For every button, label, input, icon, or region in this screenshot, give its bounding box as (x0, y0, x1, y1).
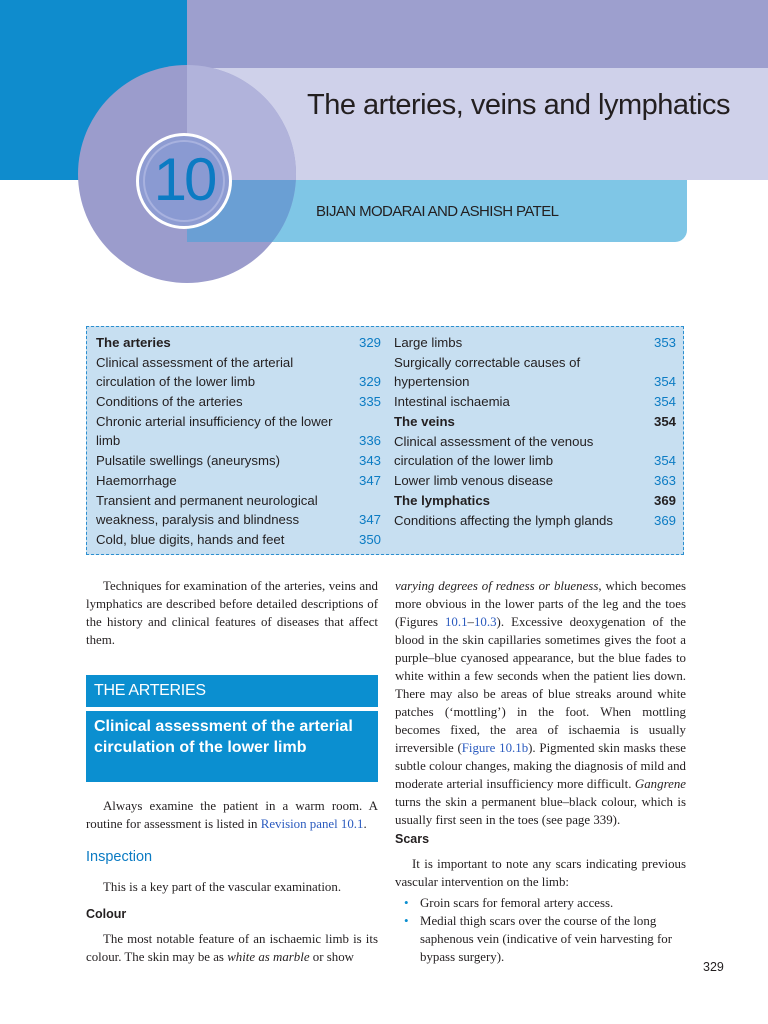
colour-heading: Colour (86, 907, 127, 921)
contents-entry[interactable]: Haemorrhage 347 (96, 473, 381, 488)
bullet-icon: • (404, 913, 409, 928)
contents-entry[interactable]: Clinical assessment of the venous circulation of the lower limb 354 (394, 434, 676, 468)
contents-entry[interactable]: Large limbs 353 (394, 335, 676, 350)
scars-heading: Scars (395, 832, 430, 846)
contents-page: 329 (358, 374, 381, 389)
contents-page: 354 (653, 414, 676, 429)
contents-entry[interactable]: Conditions of the arteries 335 (96, 394, 381, 409)
contents-page: 369 (653, 493, 676, 508)
contents-page: 329 (358, 335, 381, 350)
contents-entry[interactable]: The veins 354 (394, 414, 676, 429)
contents-entry[interactable]: Clinical assessment of the arterial circulation of the lower limb 329 (96, 355, 381, 389)
page-number: 329 (703, 960, 724, 974)
contents-page: 363 (653, 473, 676, 488)
section-heading: THE ARTERIES (86, 675, 378, 707)
contents-page: 353 (653, 335, 676, 350)
list-item: • Groin scars for femoral artery access. (404, 895, 614, 910)
contents-entry[interactable]: Lower limb venous disease 363 (394, 473, 676, 488)
intro-paragraph: Techniques for examination of the arteries, veins and lymphatics are described before detailed descriptions of the history and clinical features of diseases that affect them. (86, 579, 378, 647)
contents-page: 347 (358, 512, 381, 527)
contents-page: 343 (358, 453, 381, 468)
revision-panel-link[interactable]: Revision panel 10.1 (260, 817, 364, 831)
contents-entry[interactable]: Conditions affecting the lymph glands 369 (394, 513, 676, 528)
chapter-contents (86, 326, 684, 555)
contents-entry[interactable]: Surgically correctable causes of hypertension 354 (394, 355, 676, 389)
contents-page: 354 (653, 394, 676, 409)
contents-page: 347 (358, 473, 381, 488)
contents-entry[interactable]: Chronic arterial insufficiency of the lower limb 336 (96, 414, 381, 448)
figure-link[interactable]: 10.3 (473, 615, 497, 629)
contents-column-right (394, 333, 676, 531)
inspection-paragraph: This is a key part of the vascular examination. (103, 880, 342, 894)
contents-page: 354 (653, 453, 676, 468)
figure-link[interactable]: Figure 10.1b (461, 741, 529, 755)
list-item: • Medial thigh scars over the course of the long saphenous vein (indicative of vein harvesting for bypass surgery). (404, 913, 673, 964)
header-purple-band (187, 0, 768, 68)
colour-continued-paragraph: varying degrees of redness or blueness, which becomes more obvious in the lower parts of the leg and the toes (Figures 10.1–10.3). Excessive deoxygenation of the blood in the skin capillaries sometimes gives the foot a purple–blue cyanosed appearance, but the blue fades to white within a few seconds when the patient lies down. There may also be areas of blue streaks around white patches (‘mottling’) in the foot. When mottling becomes fixed, the area of ischaemia is usually irreversible (Figure 10.1b). Pigmented skin masks these subtle colour changes, making the diagnosis of mild and moderate arterial insufficiency more difficult. Gangrene turns the skin a permanent blue–black colour, which is usually first seen in the toes (see page 339). (395, 579, 686, 827)
figure-link[interactable]: 10.1 (444, 615, 468, 629)
subsection-heading: Clinical assessment of the arterial circulation of the lower limb (86, 711, 378, 782)
scars-paragraph: It is important to note any scars indicating previous vascular intervention on the limb: • Groin scars for femoral artery access. • Medial thigh scars over the course of the long saphenous vein (indicative of vein harvesting for bypass surgery). (395, 857, 686, 964)
inspection-heading: Inspection (86, 849, 153, 865)
contents-entry[interactable]: Intestinal ischaemia 354 (394, 394, 676, 409)
warm-room-paragraph: Always examine the patient in a warm room. A routine for assessment is listed in Revision panel 10.1. (86, 799, 378, 831)
contents-entry[interactable]: Transient and permanent neurological weakness, paralysis and blindness 347 (96, 493, 381, 527)
chapter-authors: BIJAN MODARAI AND ASHISH PATEL (316, 203, 559, 220)
scars-list (395, 894, 686, 966)
chapter-title: The arteries, veins and lymphatics (307, 89, 731, 121)
bullet-icon: • (404, 895, 409, 910)
contents-page: 336 (358, 433, 381, 448)
contents-page: 350 (358, 532, 381, 547)
contents-page: 369 (653, 513, 676, 528)
contents-entry[interactable]: The lymphatics 369 (394, 493, 676, 508)
contents-page: 335 (358, 394, 381, 409)
chapter-number: 10 (153, 146, 215, 213)
contents-entry[interactable]: The arteries 329 (96, 335, 381, 350)
contents-entry[interactable]: Pulsatile swellings (aneurysms) 343 (96, 453, 381, 468)
contents-column-left (96, 333, 381, 550)
contents-page: 354 (653, 374, 676, 389)
colour-paragraph: The most notable feature of an ischaemic limb is its colour. The skin may be as white as marble or show (86, 932, 378, 964)
contents-entry[interactable]: Cold, blue digits, hands and feet 350 (96, 532, 381, 547)
